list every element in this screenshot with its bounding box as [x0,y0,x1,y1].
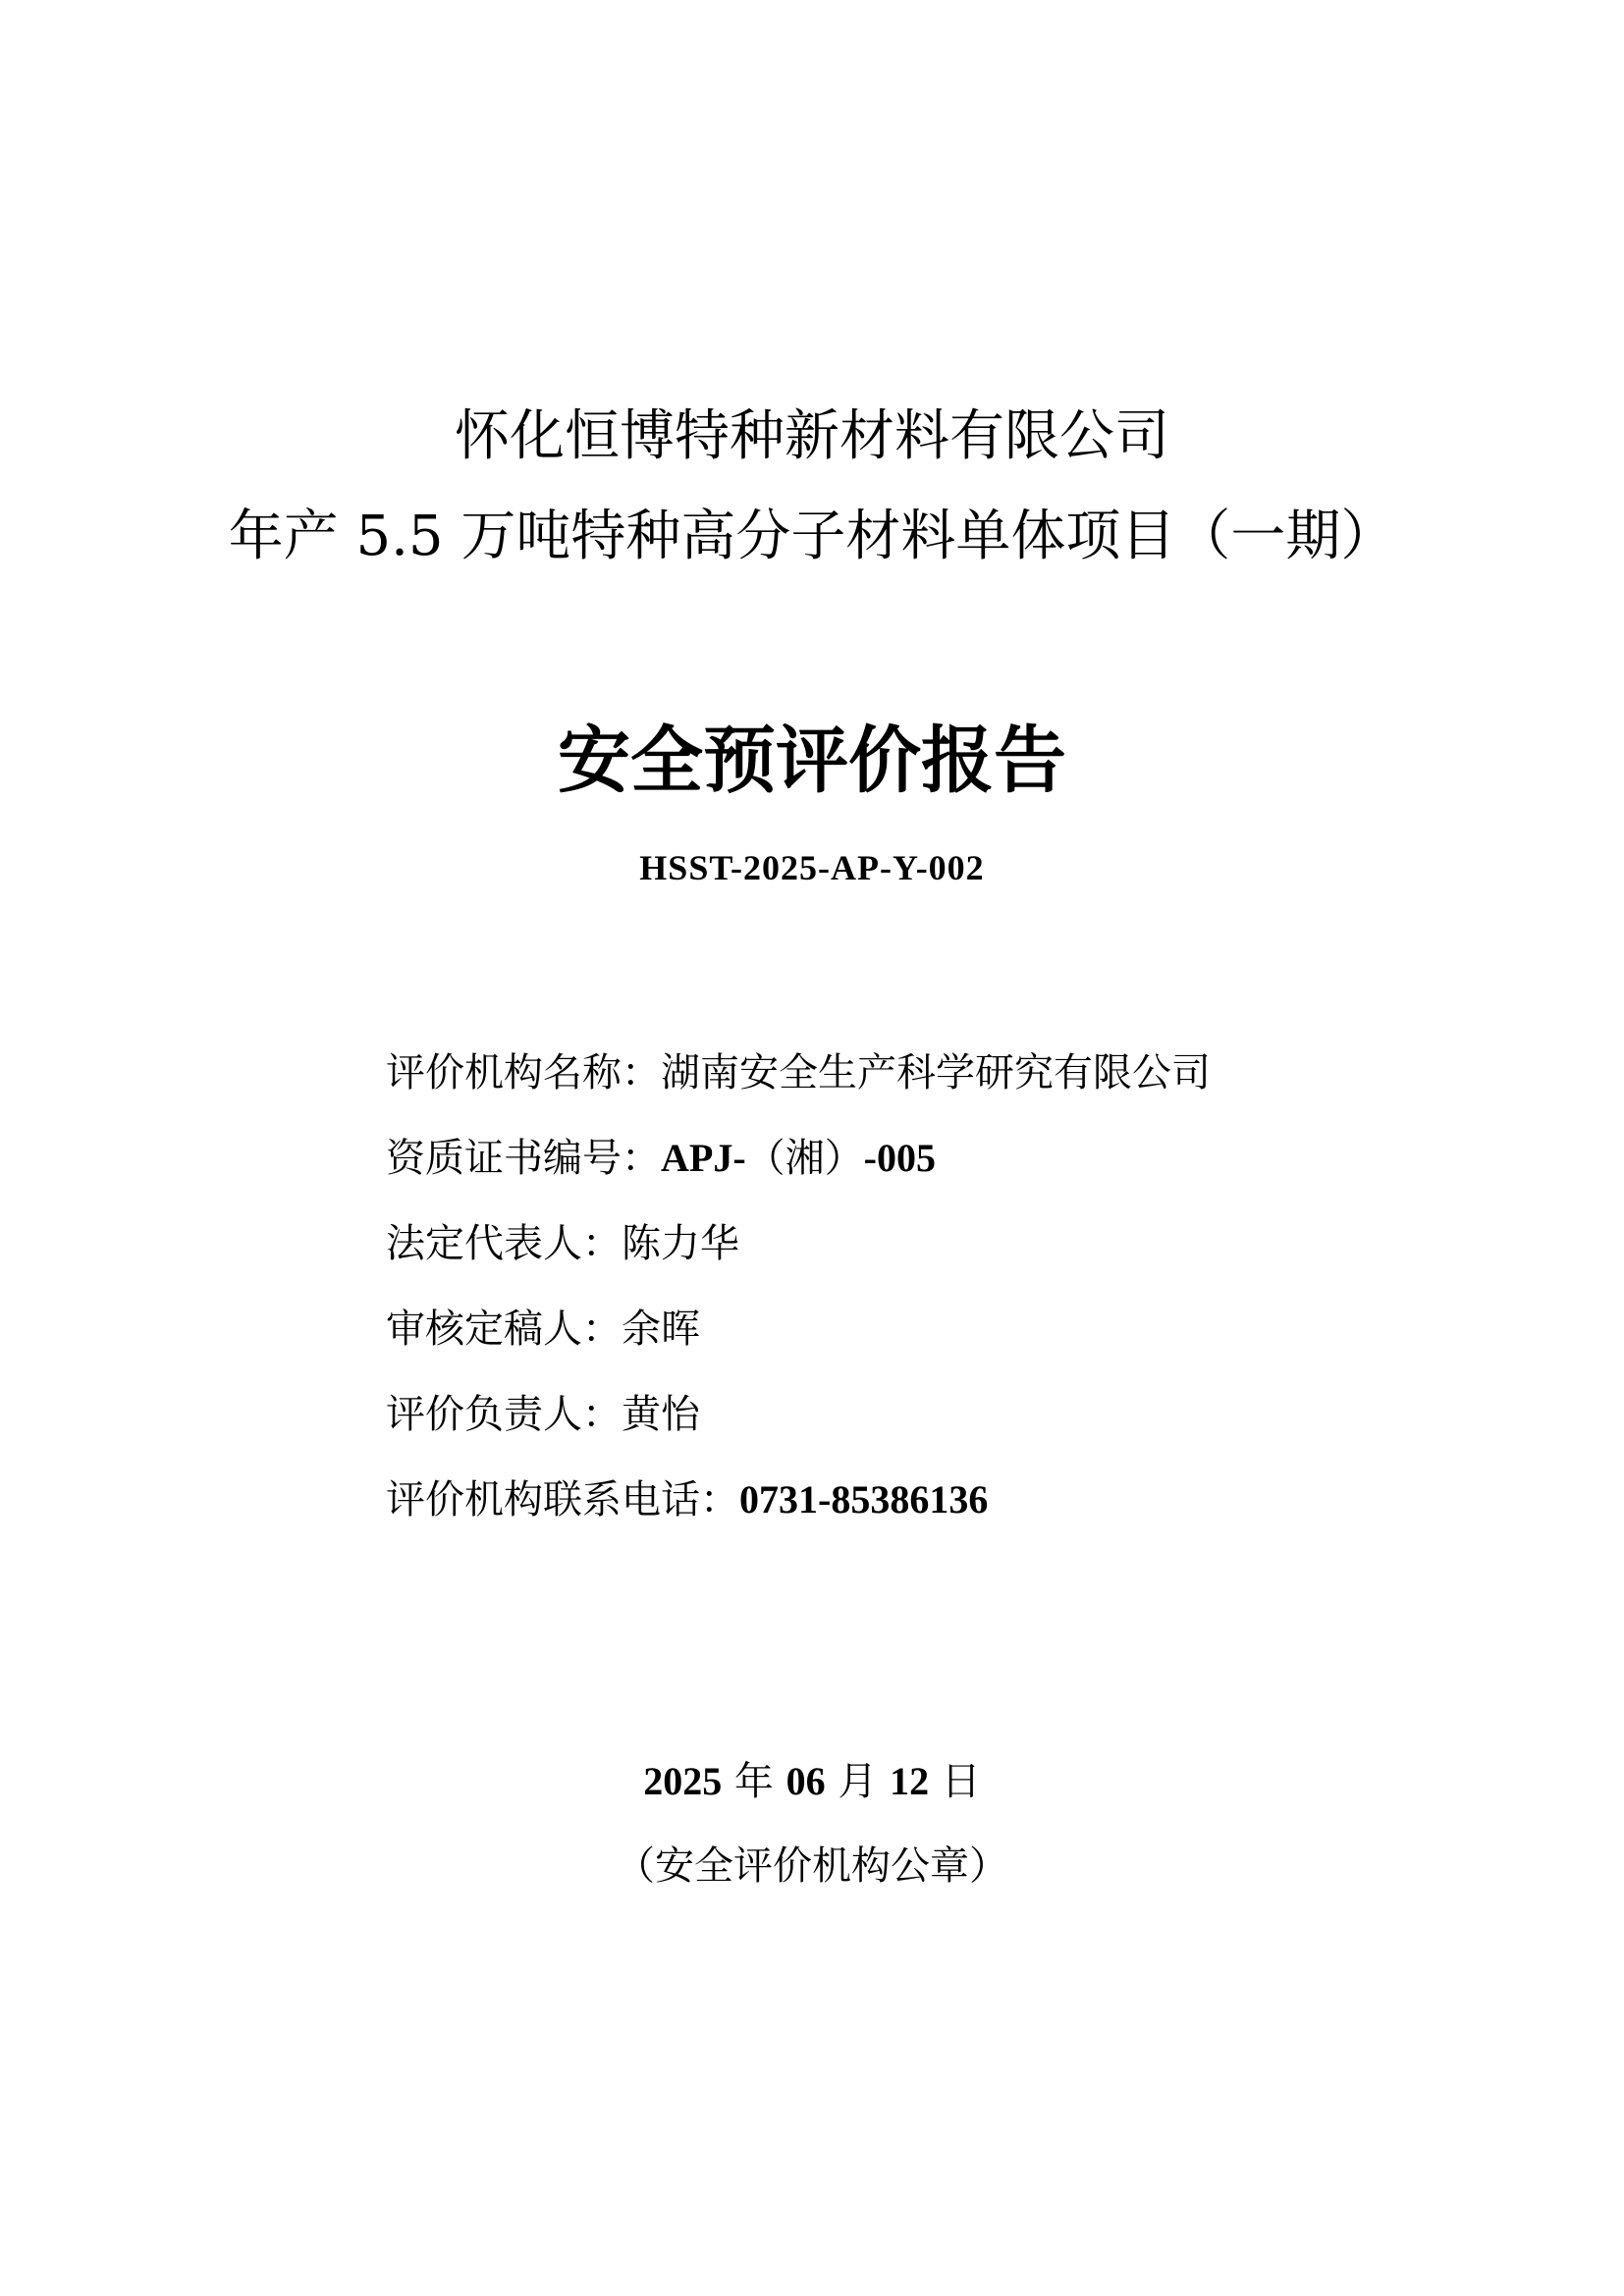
org-name-label: 评价机构名称： [386,1050,661,1095]
reviewer-row [386,1305,1564,1390]
cert-number-prefix: APJ- [661,1136,746,1180]
reviewer-label: 审核定稿人： [386,1307,622,1352]
report-title: 安全预评价报告 [558,719,1066,803]
company-title: 怀化恒博特种新材料有限公司 [455,404,1169,468]
cert-number-label: 资质证书编号： [386,1136,661,1181]
evaluation-info-block [386,1048,1564,1561]
legal-representative-value: 陈力华 [622,1221,739,1266]
issue-month-unit: 月 [825,1759,891,1804]
issue-day-unit: 日 [929,1759,981,1804]
contact-phone-label: 评价机构联系电话： [386,1477,739,1522]
org-name-row [386,1048,1564,1134]
issue-month: 06 [785,1759,826,1803]
legal-representative-row [386,1219,1564,1305]
issue-date [0,1757,1624,1806]
evaluation-lead-value: 黄怡 [622,1392,700,1437]
org-name-value: 湖南安全生产科学研究有限公司 [661,1050,1211,1095]
legal-representative-label: 法定代表人： [386,1221,622,1266]
evaluation-lead-row [386,1390,1564,1475]
contact-phone-row [386,1475,1564,1561]
issue-year-unit: 年 [722,1759,786,1804]
cert-number-suffix: -005 [863,1136,936,1180]
cert-number-region: （湘） [745,1136,864,1181]
cert-number-row [386,1134,1564,1219]
issue-day: 12 [890,1759,930,1803]
report-code: HSST-2025-AP-Y-002 [639,848,985,887]
evaluation-lead-label: 评价负责人： [386,1392,622,1437]
reviewer-value: 余晖 [622,1307,700,1352]
project-title: 年产 5.5 万吨特种高分子材料单体项目（一期） [228,505,1396,568]
contact-phone-value: 0731-85386136 [739,1477,989,1522]
seal-note: （安全评价机构公章） [616,1843,1008,1889]
issue-year: 2025 [643,1759,723,1803]
